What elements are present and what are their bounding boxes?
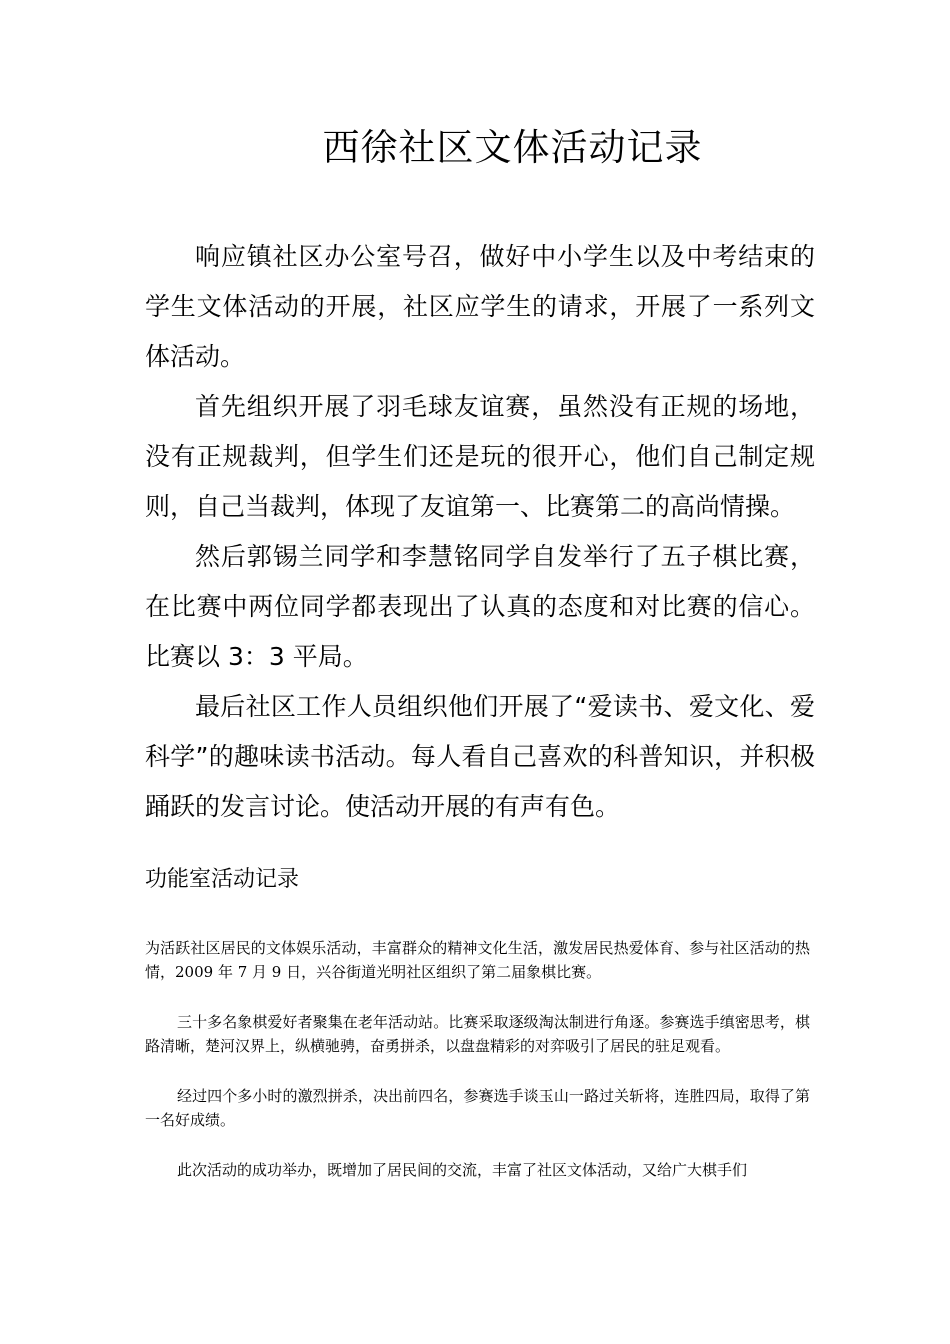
paragraph-chess-closing: 此次活动的成功举办，既增加了居民间的交流，丰富了社区文体活动，又给广大棋手们	[177, 1161, 748, 1179]
paragraph-chess-gathering: 三十多名象棋爱好者聚集在老年活动站。比赛采取逐级淘汰制进行角逐。参赛选手缜密思考，棋路清晰，楚河汉界上，纵横驰骋，奋勇拼杀，以盘盘精彩的对弈吸引了居民的驻足观看。	[145, 1013, 810, 1055]
paragraph-gomoku: 然后郭锡兰同学和李慧铭同学自发举行了五子棋比赛，在比赛中两位同学都表现出了认真的态度和对比赛的信心。比赛以 3：3 平局。	[145, 542, 815, 671]
paragraph-chess-intro: 为活跃社区居民的文体娱乐活动，丰富群众的精神文化生活，激发居民热爱体育、参与社区活动的热情，2009 年 7 月 9 日，兴谷街道光明社区组织了第二届象棋比赛。	[145, 939, 810, 981]
paragraph-badminton: 首先组织开展了羽毛球友谊赛，虽然没有正规的场地，没有正规裁判，但学生们还是玩的很开心，他们自己制定规则，自己当裁判，体现了友谊第一、比赛第二的高尚情操。	[145, 392, 815, 521]
paragraph-reading: 最后社区工作人员组织他们开展了“爱读书、爱文化、爱科学”的趣味读书活动。每人看自己喜欢的科普知识，并积极踊跃的发言讨论。使活动开展的有声有色。	[145, 692, 815, 821]
function-room-record-body	[145, 936, 810, 1208]
section-heading: 功能室活动记录	[145, 867, 300, 892]
paragraph-intro: 响应镇社区办公室号召，做好中小学生以及中考结束的学生文体活动的开展，社区应学生的请求，开展了一系列文体活动。	[145, 242, 815, 371]
document-title: 西徐社区文体活动记录	[322, 126, 703, 169]
activity-record-body	[145, 232, 815, 832]
paragraph-chess-result: 经过四个多小时的激烈拼杀，决出前四名，参赛选手谈玉山一路过关斩将，连胜四局，取得了第一名好成绩。	[145, 1087, 810, 1129]
